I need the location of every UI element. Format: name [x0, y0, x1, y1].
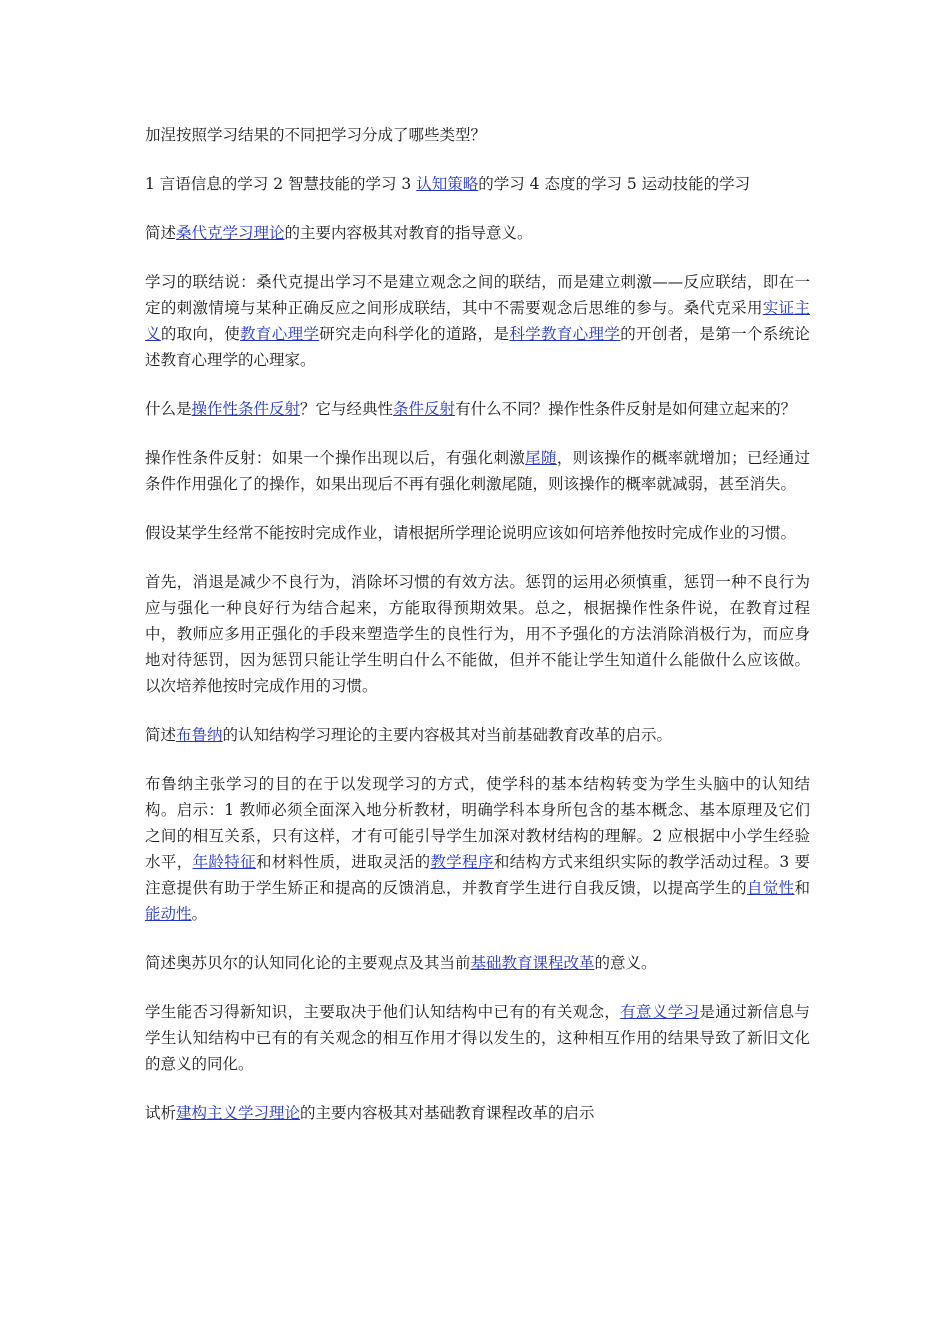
answer-paragraph — [145, 171, 810, 197]
question-paragraph — [145, 520, 810, 546]
answer-paragraph — [145, 569, 810, 699]
hyperlink[interactable]: 实证主义 — [145, 299, 810, 343]
hyperlink[interactable]: 操作性条件反射 — [191, 400, 301, 418]
paragraph-text: 的开创者，是第一个系统论述教育心理学的心理家。 — [145, 325, 810, 369]
answer-paragraph — [145, 269, 810, 373]
document-page — [145, 122, 810, 1149]
paragraph-text: 加涅按照学习结果的不同把学习分成了哪些类型？ — [145, 126, 487, 144]
question-paragraph — [145, 396, 810, 422]
paragraph-text: 的意义。 — [594, 954, 657, 972]
paragraph-text: 的主要内容极其对教育的指导意义。 — [284, 224, 533, 242]
paragraph-text: 的学习 4 态度的学习 5 运动技能的学习 — [478, 175, 751, 193]
paragraph-text: ？它与经典性 — [300, 400, 394, 418]
answer-paragraph — [145, 445, 810, 497]
paragraph-text: 是通过新信息与学生认知结构中已有的有关观念的相互作用才得以发生的，这种相互作用的结果导致了新旧文化的意义的同化。 — [145, 1003, 810, 1073]
paragraph-text: 什么是 — [145, 400, 192, 418]
hyperlink[interactable]: 年龄特征 — [192, 853, 257, 871]
question-paragraph — [145, 722, 810, 748]
paragraph-text: 的主要内容极其对基础教育课程改革的启示 — [300, 1104, 595, 1122]
hyperlink[interactable]: 桑代克学习理论 — [176, 224, 285, 242]
paragraph-text: 。 — [191, 905, 208, 923]
hyperlink[interactable]: 自觉性 — [746, 879, 795, 897]
hyperlink[interactable]: 建构主义学习理论 — [176, 1104, 301, 1122]
hyperlink[interactable]: 条件反射 — [393, 400, 456, 418]
hyperlink[interactable]: 教学程序 — [430, 853, 494, 871]
paragraph-text: 试析 — [145, 1104, 177, 1122]
paragraph-text: ，则该操作的概率就增加；已经通过条件作用强化了的操作，如果出现后不再有强化刺激尾随，则该操作的概率就减弱，甚至消失。 — [145, 449, 810, 493]
hyperlink[interactable]: 能动性 — [145, 905, 192, 923]
paragraph-text: 布鲁纳主张学习的目的在于以发现学习的方式，使学科的基本结构转变为学生头脑中的认知结构。启示：1 教师必须全面深入地分析教材，明确学科本身所包含的基本概念、基本原理及它们之间的相互关系，只有这样，才有可能引导学生加深对教材结构的理解。2 应根据中小学生经验水平， — [145, 775, 810, 871]
paragraph-text: 操作性条件反射：如果一个操作出现以后，有强化刺激 — [145, 449, 526, 467]
paragraph-text: 1 言语信息的学习 2 智慧技能的学习 3 — [145, 175, 417, 193]
paragraph-text: 首先，消退是减少不良行为，消除坏习惯的有效方法。惩罚的运用必须慎重，惩罚一种不良行为应与强化一种良好行为结合起来，方能取得预期效果。总之，根据操作性条件说，在教育过程中，教师应多用正强化的手段来塑造学生的良性行为，用不予强化的方法消除消极行为，而应身地对待惩罚，因为惩罚只能让学生明白什么不能做，但并不能让学生知道什么能做什么应该做。以次培养他按时完成作用的习惯。 — [145, 573, 810, 695]
question-paragraph — [145, 950, 810, 976]
paragraph-text: 学习的联结说：桑代克提出学习不是建立观念之间的联结，而是建立刺激——反应联结，即在一定的刺激情境与某种正确反应之间形成联结，其中不需要观念后思维的参与。桑代克采用 — [145, 273, 810, 317]
hyperlink[interactable]: 布鲁纳 — [176, 726, 223, 744]
answer-paragraph — [145, 999, 810, 1077]
hyperlink[interactable]: 基础教育课程改革 — [470, 954, 595, 972]
question-paragraph — [145, 220, 810, 246]
paragraph-text: 的取向，使 — [160, 325, 241, 343]
paragraph-text: 和材料性质，进取灵活的 — [256, 853, 431, 871]
answer-paragraph — [145, 771, 810, 927]
paragraph-text: 简述 — [145, 726, 177, 744]
hyperlink[interactable]: 科学教育心理学 — [509, 325, 621, 343]
paragraph-text: 的认知结构学习理论的主要内容极其对当前基础教育改革的启示。 — [222, 726, 673, 744]
question-paragraph — [145, 122, 810, 148]
paragraph-text: 研究走向科学化的道路，是 — [319, 325, 510, 343]
hyperlink[interactable]: 教育心理学 — [240, 325, 320, 343]
paragraph-text: 简述 — [145, 224, 177, 242]
paragraph-text: 简述奥苏贝尔的认知同化论的主要观点及其当前 — [145, 954, 471, 972]
paragraph-text: 和结构方式来组织实际的教学活动过程。3 要注意提供有助于学生矫正和提高的反馈消息，并教育学生进行自我反馈，以提高学生的 — [145, 853, 810, 897]
paragraph-text: 假设某学生经常不能按时完成作业，请根据所学理论说明应该如何培养他按时完成作业的习惯。 — [145, 524, 797, 542]
paragraph-text: 学生能否习得新知识，主要取决于他们认知结构中已有的有关观念， — [145, 1003, 621, 1021]
paragraph-text: 和 — [794, 879, 810, 897]
paragraph-text: 有什么不同？操作性条件反射是如何建立起来的？ — [455, 400, 797, 418]
hyperlink[interactable]: 认知策略 — [416, 175, 479, 193]
hyperlink[interactable]: 尾随 — [525, 449, 557, 467]
question-paragraph — [145, 1100, 810, 1126]
hyperlink[interactable]: 有意义学习 — [620, 1003, 700, 1021]
